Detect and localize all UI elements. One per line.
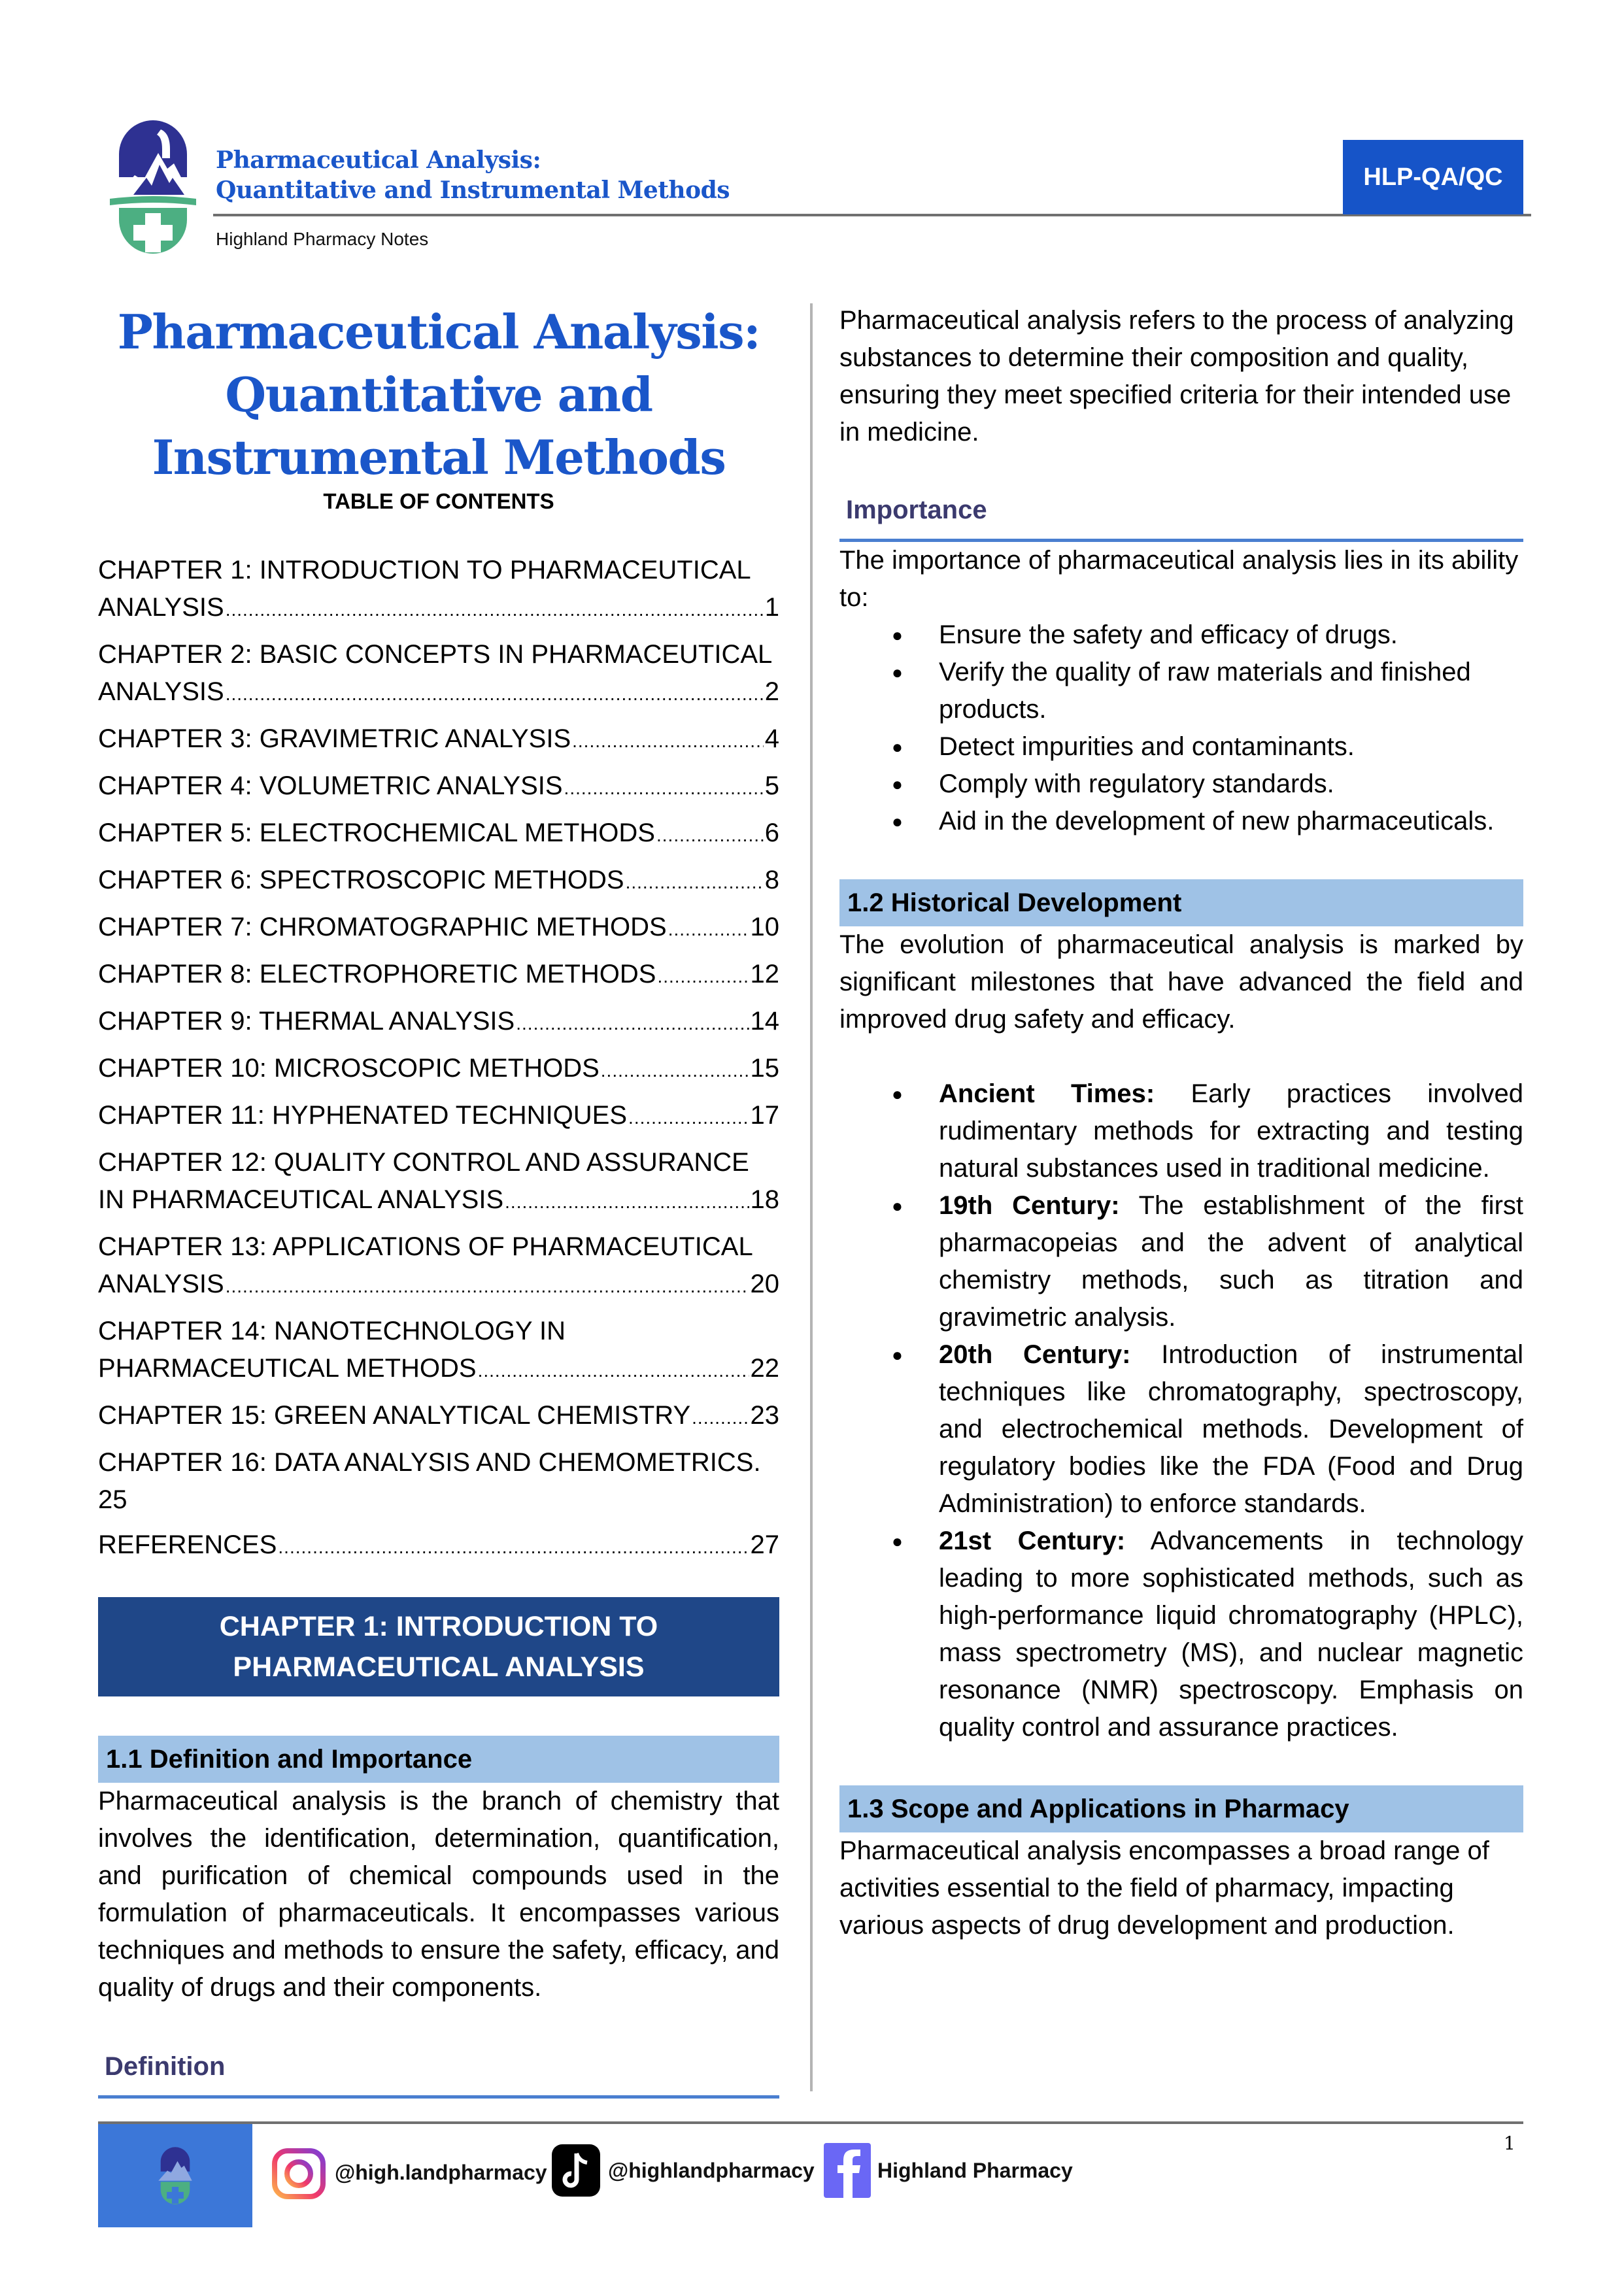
milestone-item: ● 21st Century: Advancements in technology leading to more sophisticated methods, such as high-performance liquid chromatography (HPLC), mass spectrometry (MS), and nuclear magnetic resonance (NMR) spectroscopy. Emphasis on quality control and assurance practices.	[839, 1523, 1523, 1746]
column-divider	[810, 303, 813, 2091]
milestones-list	[839, 1075, 1523, 1746]
document-code-badge: HLP-QA/QC	[1343, 140, 1523, 214]
facebook-icon	[824, 2143, 871, 2198]
toc-item-chapter-1[interactable]: CHAPTER 1: INTRODUCTION TO PHARMACEUTICAL ANALYSIS ..... 1	[98, 552, 779, 628]
milestone-item: ● 19th Century: The establishment of the first pharmacopeias and the advent of analytical chemistry methods, such as titration and gravimetric analysis.	[839, 1187, 1523, 1336]
importance-item: ● Aid in the development of new pharmaceuticals.	[839, 803, 1523, 840]
importance-heading: Importance	[839, 490, 1523, 542]
right-column	[839, 302, 1523, 1944]
importance-list	[839, 616, 1523, 840]
toc-item-chapter-2[interactable]: CHAPTER 2: BASIC CONCEPTS IN PHARMACEUTICAL ANALYSIS ..... 2	[98, 636, 779, 713]
toc-item-chapter-9[interactable]: CHAPTER 9: THERMAL ANALYSIS ..... 14	[98, 1003, 779, 1042]
definition-heading: Definition	[98, 2047, 779, 2099]
instagram-icon	[269, 2143, 328, 2202]
section-1-2-heading: 1.2 Historical Development	[839, 879, 1523, 926]
page-number: 1	[1504, 2133, 1515, 2154]
toc-item-chapter-16[interactable]: CHAPTER 16: DATA ANALYSIS AND CHEMOMETRICS. 25	[98, 1448, 761, 1514]
toc-item-chapter-12[interactable]: CHAPTER 12: QUALITY CONTROL AND ASSURANCE IN PHARMACEUTICAL ANALYSIS ..... 18	[98, 1144, 779, 1221]
tiktok-link[interactable]: @highlandpharmacy	[550, 2143, 815, 2198]
toc-item-chapter-4[interactable]: CHAPTER 4: VOLUMETRIC ANALYSIS ..... 5	[98, 767, 779, 807]
importance-item: ● Comply with regulatory standards.	[839, 766, 1523, 803]
header-subtitle: Highland Pharmacy Notes	[216, 229, 429, 249]
table-of-contents	[98, 552, 779, 1566]
footer-rule	[98, 2121, 1523, 2124]
toc-item-chapter-15[interactable]: CHAPTER 15: GREEN ANALYTICAL CHEMISTRY ..... 23	[98, 1397, 779, 1436]
importance-item: ● Verify the quality of raw materials and finished products.	[839, 654, 1523, 728]
importance-item: ● Detect impurities and contaminants.	[839, 728, 1523, 766]
importance-item: ● Ensure the safety and efficacy of drugs.	[839, 616, 1523, 654]
toc-item-chapter-11[interactable]: CHAPTER 11: HYPHENATED TECHNIQUES ..... 17	[98, 1097, 779, 1136]
toc-item-references[interactable]: REFERENCES ..... 27	[98, 1527, 779, 1566]
toc-item-chapter-5[interactable]: CHAPTER 5: ELECTROCHEMICAL METHODS ..... 6	[98, 815, 779, 854]
section-1-2-body: The evolution of pharmaceutical analysis is marked by significant milestones that have advanced the field and improved drug safety and efficacy.	[839, 930, 1523, 1034]
left-column	[98, 301, 779, 2099]
toc-item-chapter-6[interactable]: CHAPTER 6: SPECTROSCOPIC METHODS ..... 8	[98, 862, 779, 901]
chapter-1-banner: CHAPTER 1: INTRODUCTION TO PHARMACEUTICAL ANALYSIS	[98, 1597, 779, 1696]
section-1-1-body: Pharmaceutical analysis is the branch of chemistry that involves the identification, determination, quantification, and purification of chemical compounds used in the formulation of pharmaceuticals. It encompasses various techniques and methods to ensure the safety, efficacy, and quality of drugs and their components.	[98, 1787, 779, 2002]
toc-item-chapter-13[interactable]: CHAPTER 13: APPLICATIONS OF PHARMACEUTICAL ANALYSIS ..... 20	[98, 1228, 779, 1305]
section-1-1-heading: 1.1 Definition and Importance	[98, 1736, 779, 1783]
header-rule	[213, 214, 1531, 216]
importance-intro: The importance of pharmaceutical analysis lies in its ability to:	[839, 546, 1519, 612]
footer-logo-box	[98, 2124, 252, 2227]
milestone-item: ● 20th Century: Introduction of instrumental techniques like chromatography, spectroscopy, and electrochemical methods. Development of regulatory bodies like the FDA (Food and Drug Administration) to enforce standards.	[839, 1336, 1523, 1523]
footer-logo-icon	[156, 2144, 195, 2207]
highland-pharmacy-logo-icon	[107, 115, 199, 259]
tiktok-icon	[550, 2143, 601, 2198]
document-title: Pharmaceutical Analysis: Quantitative and Instrumental Methods	[117, 304, 760, 485]
section-1-3-body: Pharmaceutical analysis encompasses a broad range of activities essential to the field of pharmacy, impacting various aspects of drug development and production.	[839, 1836, 1489, 1940]
instagram-link[interactable]: @high.landpharmacy	[269, 2143, 547, 2202]
definition-body: Pharmaceutical analysis refers to the process of analyzing substances to determine their composition and quality, ensuring they meet specified criteria for their intended use in medicine.	[839, 306, 1514, 447]
toc-item-chapter-8[interactable]: CHAPTER 8: ELECTROPHORETIC METHODS ..... 12	[98, 956, 779, 995]
toc-item-chapter-14[interactable]: CHAPTER 14: NANOTECHNOLOGY IN PHARMACEUTICAL METHODS ..... 22	[98, 1313, 779, 1389]
toc-item-chapter-7[interactable]: CHAPTER 7: CHROMATOGRAPHIC METHODS ..... 10	[98, 909, 779, 948]
toc-item-chapter-10[interactable]: CHAPTER 10: MICROSCOPIC METHODS ..... 15	[98, 1050, 779, 1089]
header-title: Pharmaceutical Analysis: Quantitative and Instrumental Methods	[216, 146, 730, 204]
toc-heading: TABLE OF CONTENTS	[323, 489, 554, 513]
milestone-item: ● Ancient Times: Early practices involved rudimentary methods for extracting and testing natural substances used in traditional medicine.	[839, 1075, 1523, 1187]
section-1-3-heading: 1.3 Scope and Applications in Pharmacy	[839, 1785, 1523, 1832]
facebook-link[interactable]: Highland Pharmacy	[824, 2143, 1073, 2198]
toc-item-chapter-3[interactable]: CHAPTER 3: GRAVIMETRIC ANALYSIS ..... 4	[98, 720, 779, 760]
